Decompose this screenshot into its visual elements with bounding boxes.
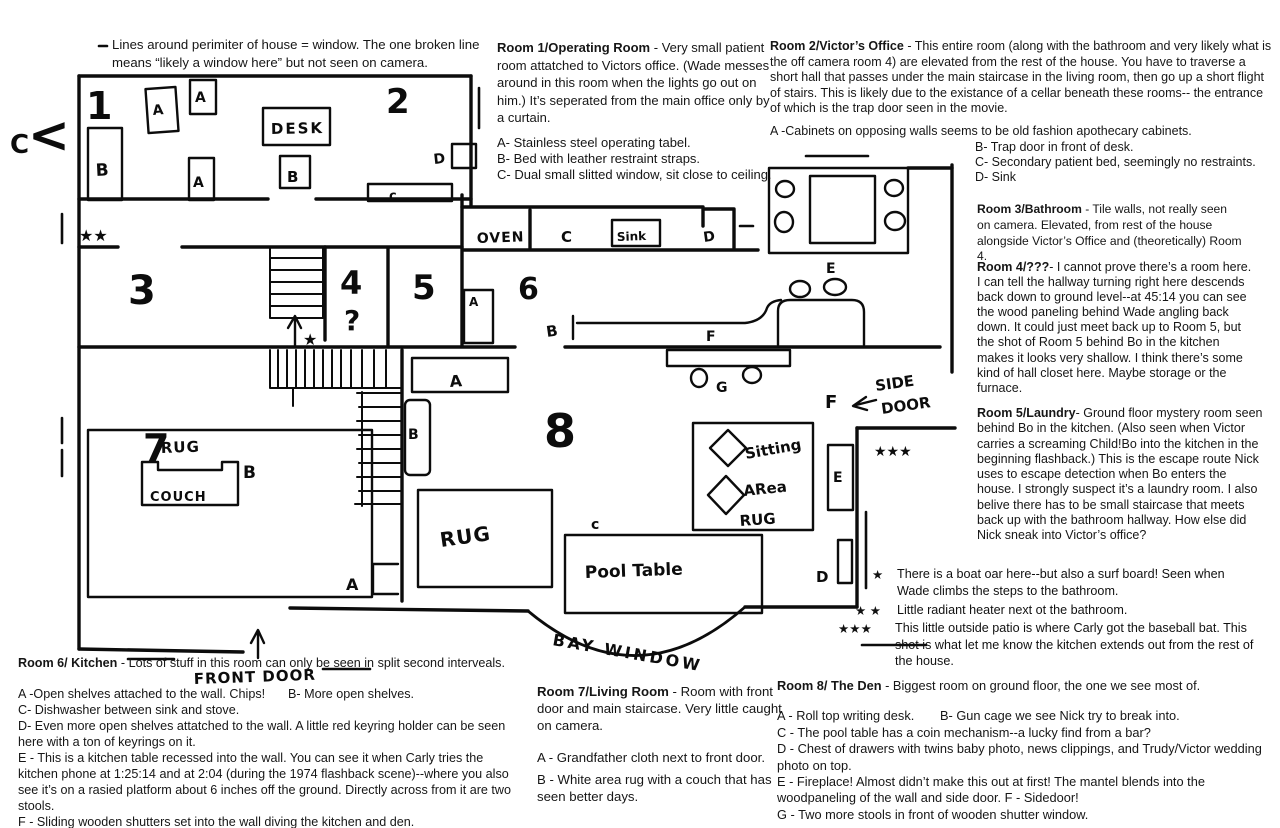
plan-label-shutters-f: F xyxy=(706,329,716,345)
plan-label-operating-table-a3: A xyxy=(193,175,204,191)
plan-label-area-label: ARea xyxy=(742,477,788,500)
front-door-arrow xyxy=(251,630,264,658)
room-2-item: C- Secondary patient bed, seemingly no restraints. xyxy=(975,154,1256,169)
room-6-item: E - This is a kitchen table recessed into the wall. You can see it when Carly tries the kitchen phone at 1:25:14 and at 2:04 (during the 1974 flashback scene)--where you also see it’s on a rasied platform about 6 inches off the ground. Directly across from it are two stools. xyxy=(18,751,512,813)
plan-label-side-label: SIDE xyxy=(874,371,916,395)
sitting-chair xyxy=(708,476,744,514)
plan-label-gun-cage-b: B xyxy=(408,427,419,443)
chair xyxy=(885,212,905,230)
plan-label-desk-label: DESK xyxy=(270,119,325,138)
plan-label-slit-window-c: C xyxy=(10,130,30,160)
plan-label-bay-window-label: BAY WINDOW xyxy=(551,630,705,676)
room-8-item: B- Gun cage we see Nick try to break into. xyxy=(940,708,1180,724)
plan-label-room-number-3: 3 xyxy=(128,268,156,314)
sitting-chair xyxy=(710,430,746,466)
plan-label-heater-stars: ★★ xyxy=(79,226,108,245)
room-6-notes: Room 6/ Kitchen - Lots of stuff in this room can only be seen in split second interveals. A -Open shelves attached to the wall. Chips! B- More open shelves. C- Dishwasher between sink and stove. D- Even more open shelves attatched to the wall. A little red keyring holder can be seen here with a ton of keyrings on it. E - This is a kitchen table recessed into the wall. You can see it when Carly tries the kitchen phone at 1:25:14 and at 2:04 (during the 1974 flashback scene)--where you also see it’s on a rasied platform about 6 inches off the ground. Directly across from it are two stools. F - Sliding wooden shutters set into the wall diving the kitchen and den. xyxy=(18,655,520,828)
plan-label-pool-table-c: c xyxy=(591,517,600,533)
room-8-title: Room 8/ The Den xyxy=(777,678,882,693)
plan-label-kitchen-table-e: E xyxy=(826,261,836,277)
grandfather-clock xyxy=(373,564,398,594)
plan-label-room-number-7: 7 xyxy=(143,426,170,470)
plan-label-dishwasher-c: C xyxy=(561,228,573,246)
room-1-notes: Room 1/Operating Room - Very small patient room attatched to Victors office. (Wade messes around in this room when the lights go out on him.) It’s seperated from the main office only by a curtain. A- Stainless steel operating tabel. B- Bed with leather restraint straps. C- Dual small slitted window, sit close to ceiling. xyxy=(497,40,772,183)
plan-label-shelf-c: c xyxy=(389,189,397,204)
room-2-notes: Room 2/Victor’s Office - This entire room (along with the bathroom and very likely what is the off camera room 4) are elevated from the rest of the house. You have to traverse a short hall that passes under the main staircase in the living room, then go up a short flight of stairs. This is likely due to the existance of a cellar beneath these rooms-- the entrance of which is the trap door seen in the movie. A -Cabinets on opposing walls seems to be old fashion apothecary cabinets. B- Trap door in front of desk. C- Secondary patient bed, seemingly no restraints. D- Sink xyxy=(770,39,1272,184)
plan-label-sitting-label: Sitting xyxy=(743,435,803,463)
stool xyxy=(824,279,846,295)
room-2-item: D- Sink xyxy=(975,169,1016,184)
room-1-item: C- Dual small slitted window, sit close to ceiling. xyxy=(497,167,772,183)
chair xyxy=(775,212,793,232)
room-3-notes: Room 3/Bathroom - Tile walls, not really seen on camera. Elevated, from rest of the house alongside Victor’s Office and (theoretically) Room 4. xyxy=(977,202,1242,264)
star-note-text: This little outside patio is where Carly got the baseball bat. This shot is what let me know the kitchen extends out from the rest of the house. xyxy=(895,621,1254,669)
room-6-item: D- Even more open shelves attatched to the wall. A little red keyring holder can be seen here with a ton of keyrings on it. xyxy=(18,719,506,749)
room-5-title: Room 5/Laundry xyxy=(977,406,1076,420)
upper-staircase xyxy=(270,247,323,318)
star-glyph: ★ ★ xyxy=(855,604,882,618)
room-8-item: C - The pool table has a coin mechanism--a lucky find from a bar? xyxy=(777,724,1151,740)
plan-label-bed-b: B xyxy=(95,160,110,181)
room-8-item: A - Roll top writing desk. B- Gun cage we see Nick try to break into. xyxy=(777,708,1180,724)
plan-label-pool-table-label: Pool Table xyxy=(584,559,684,583)
plan-label-front-door-label: FRONT DOOR xyxy=(193,665,317,688)
plan-label-open-shelf-a: A xyxy=(469,295,479,309)
plan-label-den-rug-label: RUG xyxy=(438,521,493,552)
kitchen-table xyxy=(810,176,875,243)
plan-label-chest-d: D xyxy=(816,568,829,586)
plan-label-room-number-4: 4 xyxy=(340,264,363,302)
star-note-text: There is a boat oar here--but also a surf board! Seen when Wade climbs the steps to the bathroom. xyxy=(897,567,1225,598)
room-6-item: F - Sliding wooden shutters set into the wall diving the kitchen and den. xyxy=(18,815,415,828)
plan-label-trapdoor-b: B xyxy=(287,168,299,186)
room-2-title: Room 2/Victor’s Office xyxy=(770,39,904,53)
plan-label-slit-window-chevron: < xyxy=(28,106,70,164)
legend-note: Lines around perimiter of house = window. The one broken line means “likely a window here” but not seen on camera. xyxy=(112,37,480,70)
room-4-notes: Room 4/???- I cannot prove there’s a room here. I can tell the hallway turning right here descends back down to ground level--at 45:14 you can see the wood paneling behind Wade angling back down. It could just meet back up to Room 5, but the shot of Room 5 behind Bo in the kitchen makes it looks very shallow. I think there’s some kind of hall closet here. Maybe storage or the furnace. xyxy=(977,260,1252,395)
room-6-item: B- More open shelves. xyxy=(288,687,414,701)
stool xyxy=(743,367,761,383)
room-8-item: E - Fireplace! Almost didn’t make this out at first! The mantel blends into the woodpaneling of the wall and side door. F - Sidedoor! xyxy=(777,774,1205,806)
plan-label-operating-table-a: A xyxy=(151,102,165,119)
plan-label-oar-star: ★ xyxy=(303,330,318,349)
plan-label-room-number-8: 8 xyxy=(544,404,577,458)
chest-of-drawers xyxy=(838,540,852,583)
plan-label-couch-label: COUCH xyxy=(150,490,207,505)
room-7-item: A - Grandfather cloth next to front door. xyxy=(537,750,765,766)
plan-label-living-rug-b: B xyxy=(243,463,256,483)
plan-label-stools-g: G xyxy=(716,380,728,396)
plan-label-side-door-f: F xyxy=(825,392,838,413)
plan-label-operating-table-a2: A xyxy=(195,90,206,106)
star-glyph: ★ xyxy=(872,568,884,582)
plan-label-rolltop-desk-a: A xyxy=(448,371,463,391)
plan-label-room-number-6: 6 xyxy=(518,272,539,307)
room-6-title: Room 6/ Kitchen xyxy=(18,656,118,670)
star-glyph: ★★★ xyxy=(838,622,872,636)
plan-label-fireplace-e: E xyxy=(833,470,843,486)
stool xyxy=(691,369,707,387)
plan-label-room-number-1: 1 xyxy=(86,84,113,128)
plan-label-oven-label: OVEN xyxy=(476,229,525,247)
plan-label-room-number-2: 2 xyxy=(386,82,410,122)
room-8-notes: Room 8/ The Den - Biggest room on ground floor, the one we see most of. A - Roll top writing desk. B- Gun cage we see Nick try to break into. C - The pool table has a coin mechanism--a lucky find from a bar? D - Chest of drawers with twins baby photo, news clippings, and Trudy/Victor wedding photo on top. E - Fireplace! Almost didn’t make this out at first! The mantel blends into the woodpaneling of the wall and side door. F - Sidedoor! G - Two more stools in front of wooden shutter window. xyxy=(777,678,1275,823)
stairs-up-arrow xyxy=(288,316,301,347)
room-4-title: Room 4/??? xyxy=(977,260,1050,274)
room-7-notes: Room 7/Living Room - Room with front door and main staircase. Very little caught on camera. A - Grandfather cloth next to front door. B - White area rug with a couch that has seen better days. xyxy=(537,684,782,804)
plan-label-patio-stars: ★★★ xyxy=(874,444,912,460)
plan-label-clock-a: A xyxy=(346,575,359,594)
shutter-window xyxy=(667,350,790,366)
plan-label-door-label: DOOR xyxy=(880,393,932,418)
room-7-item: B - White area rug with a couch that has seen better days. xyxy=(537,772,772,804)
plan-label-living-rug-label: RUG xyxy=(160,437,201,457)
main-staircase xyxy=(270,350,402,506)
plan-label-office-sink-d: D xyxy=(432,150,446,168)
star-note-text: Little radiant heater next ot the bathroom. xyxy=(897,603,1128,617)
plan-label-open-shelves-d: D xyxy=(702,228,717,246)
room-6-item: C- Dishwasher between sink and stove. xyxy=(18,703,240,717)
room-7-title: Room 7/Living Room xyxy=(537,684,669,699)
side-door-arrow xyxy=(853,397,876,410)
room-8-item: G - Two more stools in front of wooden shutter window. xyxy=(777,806,1089,822)
stool xyxy=(790,281,810,297)
room-2-item: A -Cabinets on opposing walls seems to be old fashion apothecary cabinets. xyxy=(770,123,1192,138)
plan-label-room-number-5: 5 xyxy=(412,268,436,308)
bench xyxy=(778,300,864,345)
room-8-item: D - Chest of drawers with twins baby photo, news clippings, and Trudy/Victor wedding photo on top. xyxy=(777,741,1262,773)
room-5-notes: Room 5/Laundry- Ground floor mystery room seen behind Bo in the kitchen. (Also seen when Victor carries a screaming Child!Bo into the kitchen in the beginning flashback.) This is the escape route Nick uses to escape detection when Bo enters the house. I strongly suspect it’s a laundry room. I also belive there has to be small staircase that meets back up with the bathroom hallway. How else did Nick sneak into Victor’s office? xyxy=(977,406,1263,543)
plan-label-recessed-table-b: B xyxy=(545,321,559,341)
room-6-item: A -Open shelves attached to the wall. Chips! B- More open shelves. xyxy=(18,687,414,701)
room-1-item: B- Bed with leather restraint straps. xyxy=(497,151,701,167)
plan-label-sink-label: Sink xyxy=(616,228,647,244)
room-2-item: B- Trap door in front of desk. xyxy=(975,139,1134,154)
recessed-table-edge xyxy=(573,300,781,339)
room-3-title: Room 3/Bathroom xyxy=(977,202,1082,216)
room-1-item: A- Stainless steel operating tabel. xyxy=(497,134,691,150)
living-rug xyxy=(88,430,372,597)
room-1-title: Room 1/Operating Room xyxy=(497,40,651,55)
plan-label-room-4-question: ? xyxy=(344,304,361,337)
plan-label-sitting-rug-label: RUG xyxy=(739,509,777,530)
